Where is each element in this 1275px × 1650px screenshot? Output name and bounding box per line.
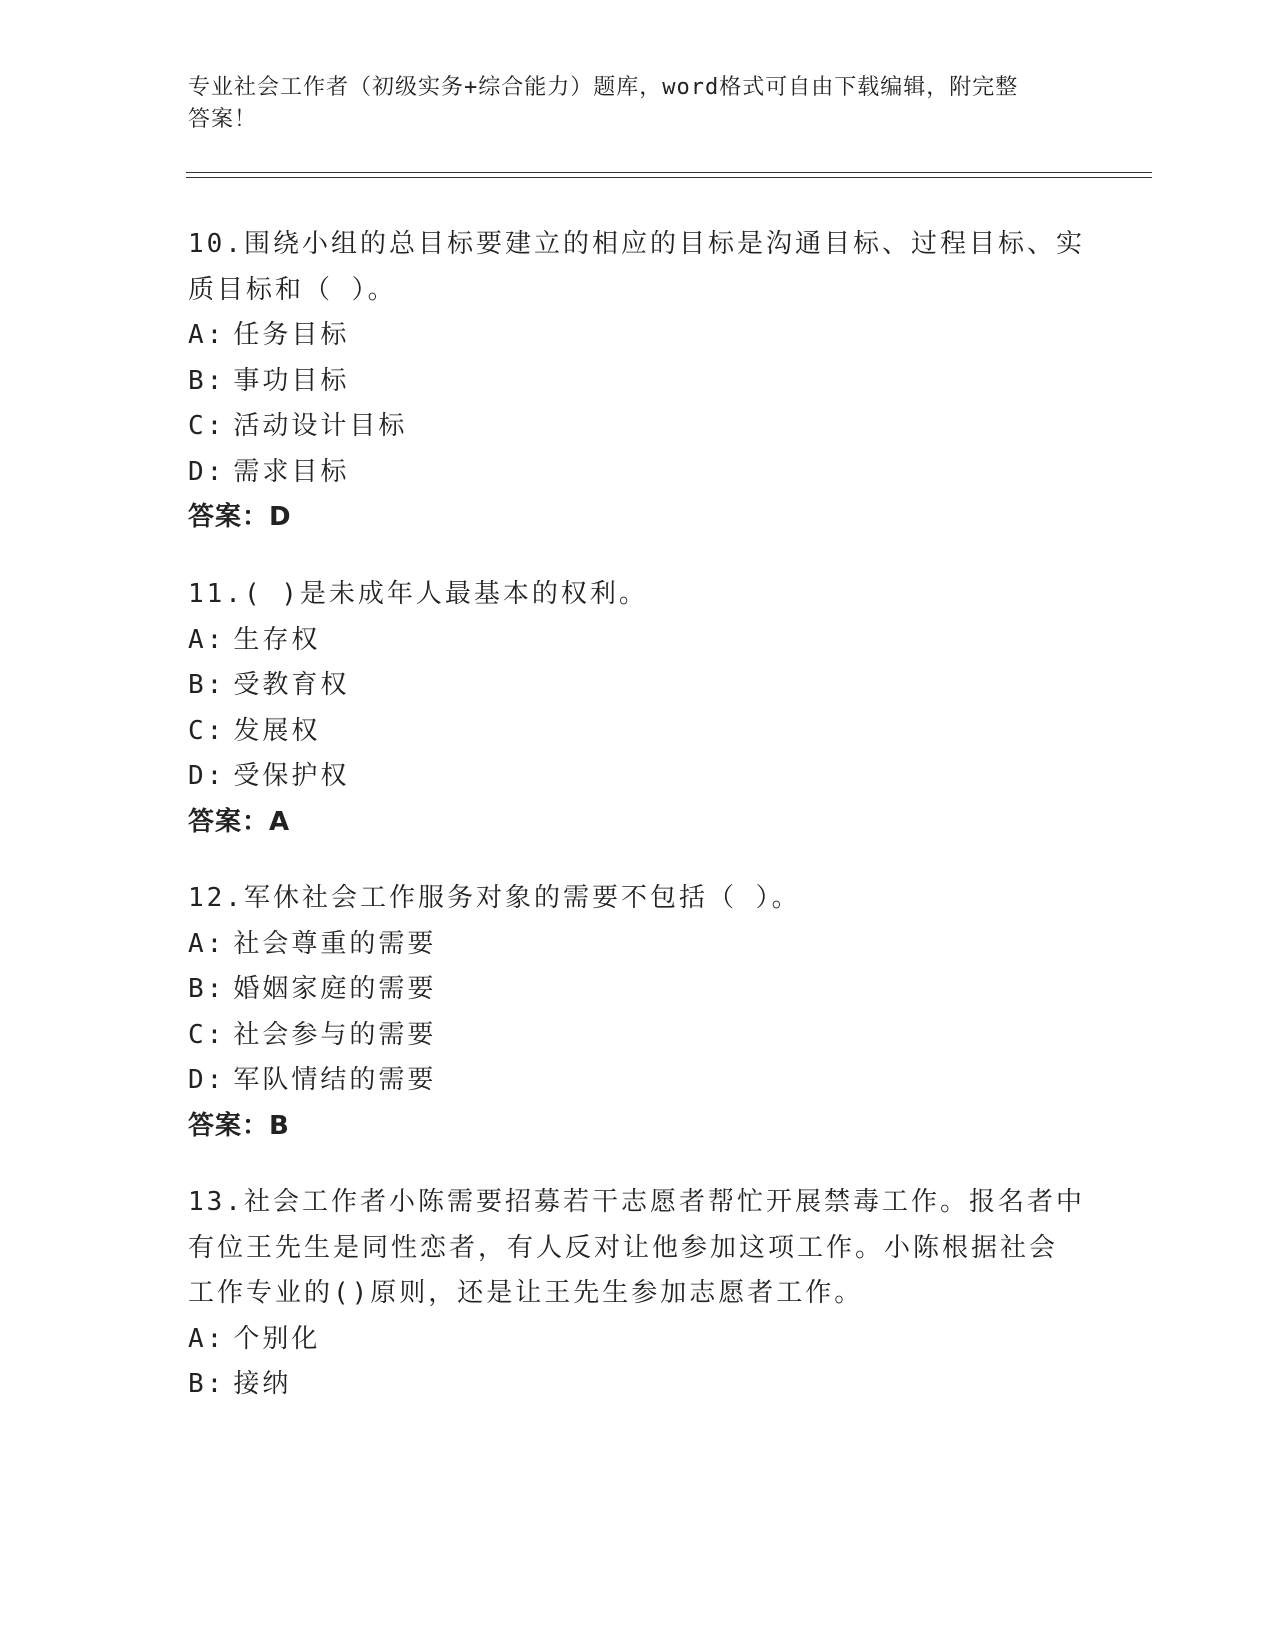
option-text: 个别化 xyxy=(233,1323,321,1354)
option-label: A: xyxy=(188,928,226,959)
option-label: B: xyxy=(188,974,226,1004)
option-text: 社会参与的需要 xyxy=(233,1019,437,1050)
option-text: 受教育权 xyxy=(233,670,350,700)
option-label: A: xyxy=(188,320,226,350)
header-rule-top xyxy=(186,172,1152,173)
option-a xyxy=(188,618,1088,664)
option-c xyxy=(188,709,1088,755)
option-label: D: xyxy=(188,1065,226,1095)
question-13 xyxy=(188,1180,1088,1408)
question-12 xyxy=(188,876,1088,1149)
option-text: 社会尊重的需要 xyxy=(233,928,437,959)
option-label: B: xyxy=(188,670,226,700)
option-text: 活动设计目标 xyxy=(233,411,408,441)
option-c xyxy=(188,404,1088,450)
option-text: 生存权 xyxy=(233,624,321,655)
option-label: C: xyxy=(188,411,226,441)
question-stem-line: 工作专业的()原则，还是让王先生参加志愿者工作。 xyxy=(188,1278,864,1308)
option-text: 发展权 xyxy=(233,715,321,746)
option-label: D: xyxy=(188,456,226,487)
option-text: 受保护权 xyxy=(233,761,350,791)
question-11 xyxy=(188,572,1088,845)
question-10 xyxy=(188,222,1088,541)
option-text: 军队情结的需要 xyxy=(233,1065,437,1095)
option-b xyxy=(188,359,1088,405)
option-c xyxy=(188,1013,1088,1059)
option-label: D: xyxy=(188,761,226,791)
option-a xyxy=(188,313,1088,359)
option-a xyxy=(188,1317,1088,1363)
option-label: A: xyxy=(188,1323,226,1354)
option-label: A: xyxy=(188,624,226,655)
question-stem-line: 13.社会工作者小陈需要招募若干志愿者帮忙开展禁毒工作。报名者中 xyxy=(188,1187,1085,1217)
header-rule-bottom xyxy=(186,177,1152,178)
option-text: 事功目标 xyxy=(233,365,350,396)
option-text: 需求目标 xyxy=(233,456,350,487)
option-b xyxy=(188,663,1088,709)
option-a xyxy=(188,922,1088,968)
question-stem-line: 12.军休社会工作服务对象的需要不包括（ ）。 xyxy=(188,883,801,913)
option-text: 任务目标 xyxy=(233,320,350,350)
option-d xyxy=(188,754,1088,800)
header-line-1: 专业社会工作者（初级实务+综合能力）题库，word格式可自由下载编辑，附完整 xyxy=(188,75,1019,100)
option-text: 婚姻家庭的需要 xyxy=(233,974,437,1004)
question-stem-line: 10.围绕小组的总目标要建立的相应的目标是沟通目标、过程目标、实 xyxy=(188,229,1085,259)
question-stem-line: 有位王先生是同性恋者，有人反对让他参加这项工作。小陈根据社会 xyxy=(188,1232,1059,1263)
option-b xyxy=(188,1362,1088,1408)
answer: 答案：A xyxy=(188,806,291,837)
header-line-2: 答案！ xyxy=(188,107,258,132)
option-b xyxy=(188,967,1088,1013)
answer: 答案：B xyxy=(188,1110,290,1141)
question-stem-line: 质目标和（ ）。 xyxy=(188,274,397,305)
option-label: C: xyxy=(188,1019,226,1050)
question-stem-line: 11.( )是未成年人最基本的权利。 xyxy=(188,579,648,609)
option-d xyxy=(188,1058,1088,1104)
option-label: C: xyxy=(188,715,226,746)
option-label: B: xyxy=(188,1369,226,1399)
answer: 答案：D xyxy=(188,502,292,532)
option-label: B: xyxy=(188,365,226,396)
option-text: 接纳 xyxy=(233,1369,292,1399)
option-d xyxy=(188,450,1088,496)
document-header xyxy=(188,72,1088,136)
